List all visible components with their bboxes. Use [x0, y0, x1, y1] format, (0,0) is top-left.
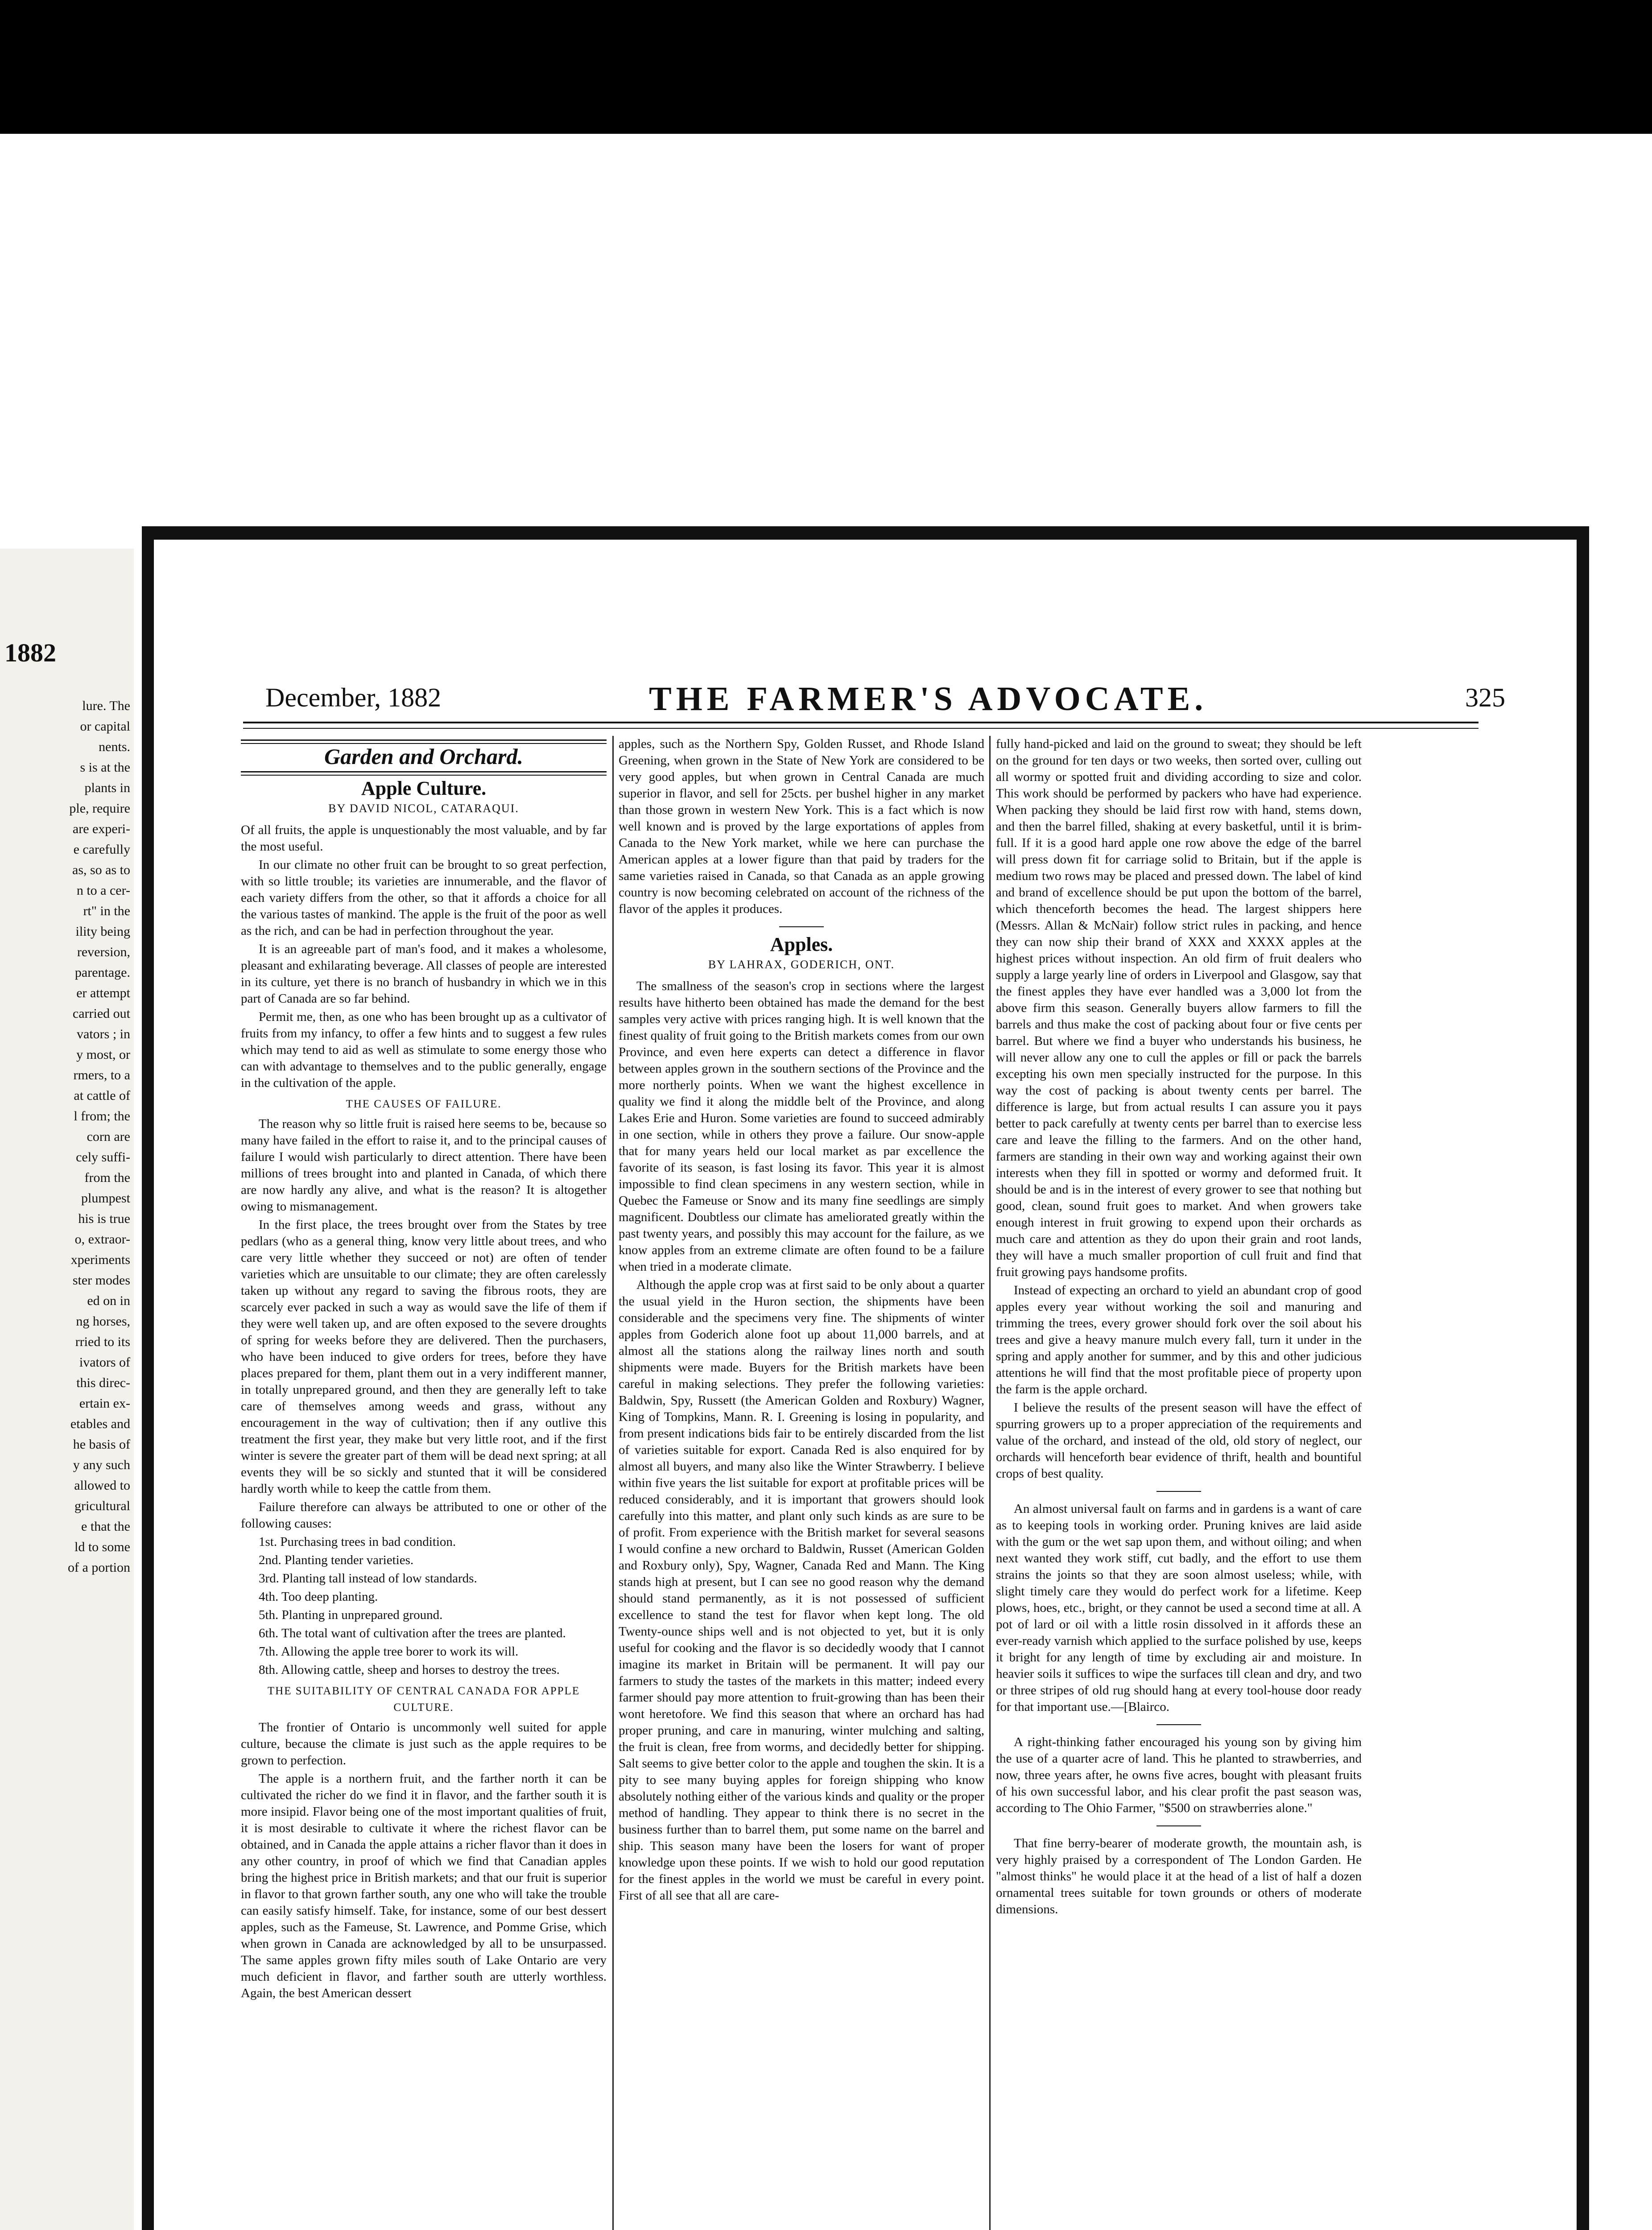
- previous-page-line: n to a cer-: [76, 883, 130, 898]
- previous-page-line: ertain ex-: [79, 1396, 130, 1411]
- list-item: 5th. Planting in unprepared ground.: [259, 1608, 443, 1622]
- previous-page-line: are experi-: [72, 822, 130, 836]
- previous-page-line: ng horses,: [76, 1314, 130, 1329]
- previous-page-line: at cattle of: [74, 1088, 130, 1103]
- previous-page-line: rried to its: [75, 1334, 130, 1349]
- previous-page-line: plants in: [84, 780, 130, 795]
- previous-page-text: [0, 696, 134, 1578]
- previous-page-line: as, so as to: [72, 863, 130, 877]
- previous-page-line: from the: [84, 1170, 130, 1185]
- previous-page-line: ster modes: [72, 1273, 130, 1288]
- article-title: Apple Culture.: [361, 777, 487, 799]
- column-divider: [989, 736, 991, 2230]
- list-item: 2nd. Planting tender varieties.: [259, 1553, 414, 1567]
- previous-page-line: e that the: [81, 1519, 130, 1534]
- article-title: Apples.: [770, 933, 833, 955]
- page-header: [265, 673, 1505, 723]
- previous-page-line: lure. The: [82, 698, 130, 713]
- article-byline: BY DAVID NICOL, CATARAQUI.: [328, 802, 519, 815]
- previous-page-line: vators ; in: [77, 1027, 130, 1041]
- previous-page-line: of a portion: [68, 1560, 130, 1575]
- article-separator: [1156, 1724, 1201, 1725]
- previous-page-line: l from; the: [74, 1109, 130, 1123]
- previous-page-line: or capital: [80, 719, 130, 734]
- previous-page-line: y most, or: [76, 1047, 130, 1062]
- paragraph: In our climate no other fruit can be brought to so great perfection, with so little trouble; its varieties are innumerable, and the flavor of each variety differs from the other, so that it affords a choice for all the various tastes of mankind. The apple is the fruit of the poor as well as the rich, and can be had in perfection throughout the year.: [241, 858, 607, 938]
- previous-page-line: ed on in: [87, 1293, 130, 1308]
- paragraph: apples, such as the Northern Spy, Golden Russet, and Rhode Island Greening, when grown in the State of New York are considered to be very good apples, but when grown in Central Canada are much superior in flavor, and sell for 25cts. per bushel higher in any market than those grown in western New York. This is a fact which is now well known and is proved by the large exportations of apples from Canada to the New York market, while we here can purchase the American apples at a lower figure than that paid by traders for the same varieties raised in Canada, so that Canada as an apple growing country is now becoming celebrated on account of the richness of the flavor of the apples it produces.: [619, 737, 984, 916]
- previous-page-line: etables and: [70, 1416, 130, 1431]
- previous-page-line: ld to some: [74, 1540, 130, 1554]
- previous-page-line: ivators of: [79, 1355, 130, 1370]
- previous-page-line: allowed to: [74, 1478, 130, 1493]
- previous-page-edge: [0, 549, 134, 2230]
- previous-page-line: er attempt: [76, 986, 130, 1000]
- subheading: THE SUITABILITY OF CENTRAL CANADA FOR APPLE CULTURE.: [267, 1685, 580, 1714]
- previous-page-line: xperiments: [70, 1252, 130, 1267]
- paragraph: Permit me, then, as one who has been brought up as a cultivator of fruits from my infancy, to offer a few hints and to suggest a few rules which may tend to aid as well as stimulate to some energy those who can with advantage to themselves and to the public generally, engage in the cultivation of the apple.: [241, 1010, 607, 1090]
- newspaper-page: [154, 540, 1577, 2230]
- paragraph: The frontier of Ontario is uncommonly well suited for apple culture, because the climate is just such as the apple requires to be grown to perfection.: [241, 1720, 607, 1767]
- previous-page-line: e carefully: [73, 842, 130, 857]
- paragraph: It is an agreeable part of man's food, and it makes a wholesome, pleasant and exhilarating beverage. All classes of people are interested in its culture, yet there is no branch of husbandry in which we in this part of Canada are so far behind.: [241, 942, 607, 1006]
- column-2: [619, 736, 984, 2230]
- previous-page-line: plumpest: [81, 1191, 130, 1206]
- paragraph: I believe the results of the present season will have the effect of spurring growers up to a proper appreciation of the requirements and value of the orchard, and instead of the old, old story of neglect, our orchards will henceforth bear evidence of thrift, health and bountiful crops of best quality.: [996, 1400, 1362, 1481]
- previous-page-line: ility being: [75, 924, 130, 939]
- previous-page-line: ple, require: [69, 801, 130, 816]
- paragraph: An almost universal fault on farms and in gardens is a want of care as to keeping tools in working order. Pruning knives are laid aside with the gum or the wet sap upon them, and without oiling; and when next wanted they work stiff, cut badly, and the effort to use them strains the joints so that they are soon almost useless; while, with slight timely care they would do perfect work for a lifetime. Keep plows, hoes, etc., bright, or they cannot be used a second time at all. A pot of lard or oil with a little rosin dissolved in it affords these an ever-ready varnish which applied to the surface polished by use, keeps it bright for any length of time by excluding air and moisture. In heavier soils it suffices to wipe the surfaces till clean and dry, and two or three stripes of old rug should hang at every tool-house door ready for that important use.—[Blairco.: [996, 1502, 1362, 1714]
- paragraph: The reason why so little fruit is raised here seems to be, because so many have failed in the effort to raise it, and to the principal causes of failure I would wish particularly to direct attention. There have been millions of trees brought into and planted in Canada, of which there are now hardly any alive, and what is the reason? It is altogether owing to mismanagement.: [241, 1117, 607, 1214]
- previous-page-line: carried out: [72, 1006, 130, 1021]
- list-item: 4th. Too deep planting.: [259, 1590, 378, 1604]
- previous-page-line: gricultural: [74, 1499, 130, 1513]
- paragraph: In the first place, the trees brought over from the States by tree pedlars (who as a general thing, know very little about trees, and who care very little whether they succeed or not) are often of tender varieties which are unsuitable to our climate; they are often carelessly taken up without any regard to saving the fibrous roots, they are scarcely ever packed in such a way as would save the life of them if they were well taken up, and are often exposed to the severe droughts of spring for weeks before they are delivered. Then the purchasers, who have been induced to give orders for trees, before they have places prepared for them, plant them out in a very indifferent manner, in totally unprepared ground, and then they are generally left to take care of themselves among weeds and grass, without any encouragement in the way of cultivation; then if any outlive this treatment the first year, they make but very little root, and if the first winter is severe the greater part of them will be dead next spring; at all events they will be so sickly and stunted that it will be considered hardly worth while to keep the cattle from them.: [241, 1218, 607, 1496]
- masthead-title: THE FARMER'S ADVOCATE.: [649, 680, 1208, 718]
- previous-page-line: corn are: [87, 1129, 130, 1144]
- previous-page-line: his is true: [78, 1211, 130, 1226]
- list-item: 3rd. Planting tall instead of low standards.: [259, 1571, 477, 1586]
- previous-page-line: cely suffi-: [76, 1150, 130, 1165]
- header-rule: [243, 722, 1479, 729]
- paragraph: Instead of expecting an orchard to yield an abundant crop of good apples every year without working the soil and manuring and trimming the trees, every grower should fork over the soil about his trees and give a heavy manure mulch every fall, turn it under in the spring and apply another for summer, and by this and other judicious attentions he will find that the most profitable piece of property upon the farm is the apple orchard.: [996, 1283, 1362, 1396]
- previous-page-line: rmers, to a: [73, 1068, 130, 1082]
- previous-page-line: he basis of: [73, 1437, 130, 1452]
- subheading: THE CAUSES OF FAILURE.: [346, 1098, 502, 1110]
- previous-page-line: reversion,: [77, 945, 130, 959]
- article-separator: [779, 926, 824, 927]
- article-separator: [1156, 1825, 1201, 1826]
- paragraph: The smallness of the season's crop in sections where the largest results have hitherto been obtained has made the demand for the best samples very active with prices ranging high. It is well known that the finest quality of fruit going to the British markets comes from our own Province, and even here experts can detect a difference in flavor between apples grown in the southern sections of the Province and the more northerly points. When we want the highest excellence in quality we find it along the middle belt of the Province, and along Lakes Erie and Huron. Some varieties are found to succeed admirably in one section, while in others they prove a failure. Our snow-apple that for many years held our local market as par excellence the favorite of its season, is fast losing its favor. This year it is almost impossible to find clean specimens in any western section, while in Quebec the Fameuse or Snow and its many fine seedlings are simply magnificent. Doubtless our climate has ameliorated greatly within the past twenty years, and possibly this may account for the failure, as we know apples from an extreme climate are often found to be a failure when tried in a moderate climate.: [619, 979, 984, 1274]
- column-1: [241, 736, 607, 2230]
- paragraph: A right-thinking father encouraged his young son by giving him the use of a quarter acre of land. This he planted to strawberries, and now, three years after, he owns five acres, bought with pleasant fruits of his own successful labor, and his clear profit the past season was, according to The Ohio Farmer, "$500 on strawberries alone.": [996, 1735, 1362, 1815]
- previous-page-line: o, extraor-: [74, 1232, 130, 1247]
- list-item: 8th. Allowing cattle, sheep and horses to destroy the trees.: [259, 1663, 560, 1677]
- previous-page-line: rt" in the: [83, 904, 130, 918]
- paragraph: The apple is a northern fruit, and the farther north it can be cultivated the richer do we find it in flavor, and the farther south it is more insipid. Flavor being one of the most important qualities of fruit, it is most desirable to cultivate it where the richest flavor can be obtained, and in Canada the apple attains a richer flavor than it does in any other country, in proof of which we find that Canadian apples bring the highest price in British markets; and that our fruit is superior in flavor to that grown farther south, any one who will take the trouble can easily satisfy himself. Take, for instance, some of our best dessert apples, such as the Fameuse, St. Lawrence, and Pomme Grise, which when grown in Canada are acknowledged by all to be unsurpassed. The same apples grown fifty miles south of Lake Ontario are very much deficient in flavor, and farther south are utterly worthless. Again, the best American dessert: [241, 1772, 607, 2000]
- section-rule: [241, 739, 607, 744]
- list-item: 7th. Allowing the apple tree borer to work its will.: [259, 1644, 519, 1659]
- paragraph: Of all fruits, the apple is unquestionably the most valuable, and by far the most useful.: [241, 823, 607, 854]
- header-date: December, 1882: [265, 683, 442, 712]
- section-heading: Garden and Orchard.: [324, 744, 523, 769]
- column-3: [996, 736, 1362, 2230]
- previous-page-line: nents.: [99, 739, 130, 754]
- header-page-number: 325: [1465, 683, 1505, 712]
- paragraph: That fine berry-bearer of moderate growth, the mountain ash, is very highly praised by a correspondent of The London Garden. He "almost thinks" he would place it at the head of a list of half a dozen ornamental trees suitable for town grounds or others of moderate dimensions.: [996, 1836, 1362, 1916]
- previous-page-line: this direc-: [76, 1375, 130, 1390]
- column-divider: [612, 736, 614, 2230]
- paragraph: Failure therefore can always be attributed to one or other of the following causes:: [241, 1500, 607, 1531]
- previous-page-line: y any such: [73, 1458, 130, 1472]
- previous-page-line: s is at the: [80, 760, 130, 775]
- section-rule: [241, 771, 607, 776]
- list-item: 1st. Purchasing trees in bad condition.: [259, 1535, 456, 1549]
- article-byline: BY LAHRAX, GODERICH, ONT.: [708, 958, 895, 971]
- paragraph: Although the apple crop was at first said to be only about a quarter the usual yield in the Huron section, the shipments have been considerable and the specimens very fine. The shipments of winter apples from Goderich alone foot up about 11,000 barrels, and at almost all the stations along the railway lines north and south shipments were made. Buyers for the British markets have been careful in making selections. They prefer the following varieties: Baldwin, Spy, Russett (the American Golden and Roxbury) Wagner, King of Tompkins, Mann. R. I. Greening is losing in popularity, and from present indications bids fair to be entirely discarded from the list of varieties suitable for export. Canada Red is also enquired for by almost all buyers, and many also like the Winter Strawberry. I believe within five years the list suitable for export at profitable prices will be reduced considerably, and it is important that growers should look carefully into this matter, and plant only such kinds as are sure to be of profit. From experience with the British market for several seasons I would confine a new orchard to Baldwin, Russet (American Golden and Roxbury only), Spy, Wagner, Canada Red and Mann. The King stands high at present, but I can see no good reason why the demand should stand permanently, as it is not possessed of sufficient excellence to stand the test for flavor when kept long. The old Twenty-ounce ships well and is not objected to yet, but it is only useful for cooking and the flavor is so decidedly woody that I cannot imagine its market in Britain will be permanent. It will pay our farmers to study the tastes of the markets in this matter; indeed every farmer should pay more attention to fruit-growing than has been their wont heretofore. We find this season that where an orchard has had proper pruning, and care in manuring, winter mulching and salting, the fruit is clean, free from worms, and decidedly better for shipping. Salt seems to give better color to the apple and toughen the skin. It is a pity to see many buying apples for foreign shipping who know absolutely nothing either of the various kinds and quality or the proper method of handling. They appear to think there is no secret in the business further than to barrel them, put some name on the barrel and ship. This season many have been the losers for want of proper knowledge upon these points. If we wish to hold our good reputation for the finest apples in the world we must be careful in every point. First of all see that all are care-: [619, 1278, 984, 1903]
- scan-border-top: [0, 0, 1652, 134]
- article-separator: [1156, 1491, 1201, 1492]
- paragraph: fully hand-picked and laid on the ground to sweat; they should be left on the ground for ten days or two weeks, then sorted over, culling out all wormy or spotted fruit and dividing according to size and color. This work should be performed by packers who have had experience. When packing they should be laid first row with hand, stems down, and then the barrel filled, shaking at every basketful, until it is brim-full. If it is a good hard apple one row above the edge of the barrel will press down fit for carriage solid to Britain, but if the apple is medium two rows may be placed and pressed down. The label of kind and brand of excellence should be put upon the bottom of the barrel, which thenceforth becomes the head. The largest shippers here (Messrs. Allan & McNair) follow strict rules in packing, and hence they can now ship their brand of XXX and XXXX apples at the highest prices without inspection. An old firm of fruit dealers who supply a large yearly line of orders in Liverpool and Glasgow, say that the finest apples they have ever handled was a 3,000 lot from the above firm this season. Generally buyers allow farmers to fill the barrels and thus make the cost of packing about four or five cents per barrel. But where we find a buyer who understands his business, he will never allow any one to cull the apples or fill or pack the barrels excepting his own men specially instructed for the purpose. In this way the cost of packing is about twenty cents per barrel. The difference is large, but from actual results I can assure you it pays better to pack carefully at twenty cents per barrel than to exercise less care and leave the filling to the farmers. And on the other hand, farmers are standing in their own way and working against their own interests when they fill in spotted or wormy and deformed fruit. It should be and is in the interest of every grower to see that nothing but good, clean, sound fruit goes to market. And when growers take enough interest in fruit growing to expend upon their orchards as much care and attention as they do upon their grain and root lands, they will have a much smaller proportion of cull fruit and find that fruit growing pays handsome profits.: [996, 737, 1362, 1279]
- previous-page-number: 1882: [4, 638, 56, 667]
- list-item: 6th. The total want of cultivation after the trees are planted.: [259, 1626, 566, 1640]
- previous-page-line: parentage.: [74, 965, 130, 980]
